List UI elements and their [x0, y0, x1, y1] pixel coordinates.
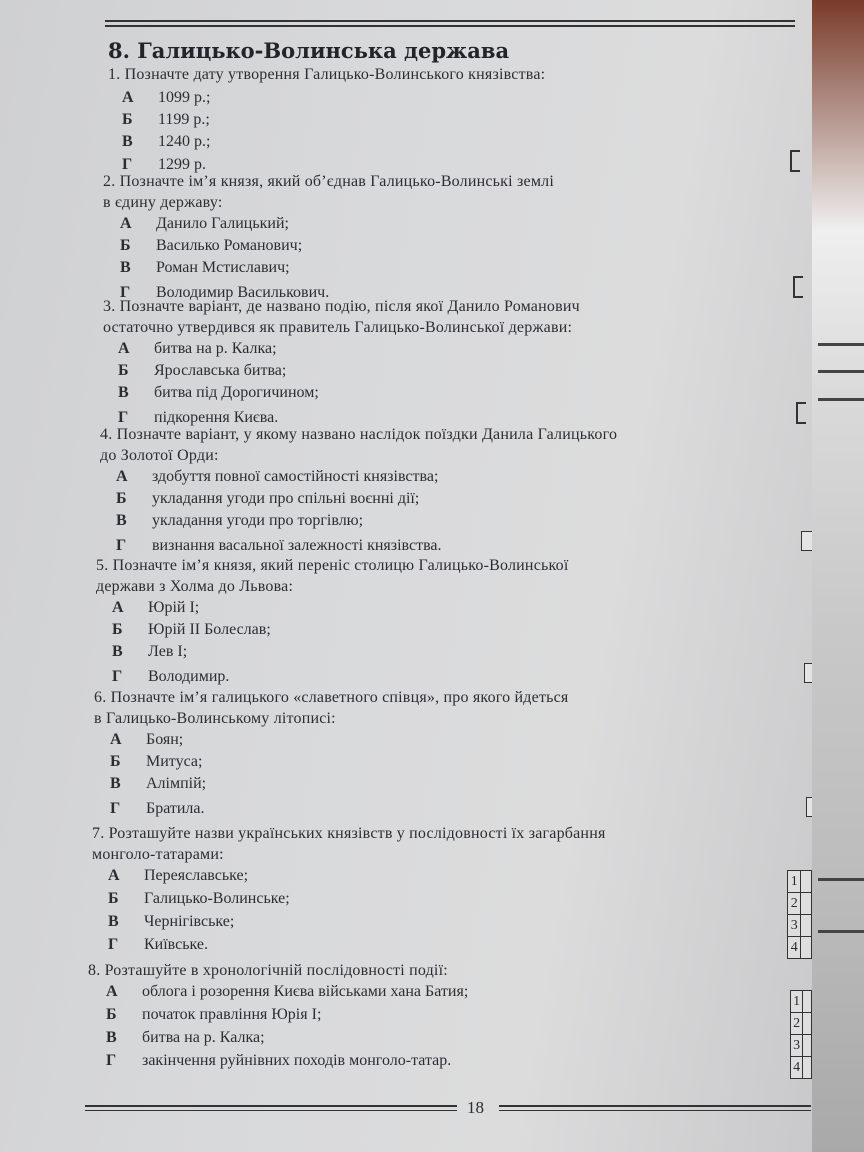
grid-number: 2 [791, 1013, 803, 1035]
question-2 [0, 171, 700, 301]
option-b[interactable]: Б початок правління Юрія І; [106, 1006, 322, 1023]
edge-stripe [818, 930, 864, 933]
edge-stripe [818, 370, 864, 373]
option-a[interactable]: А Переяславське; [108, 867, 249, 884]
question-text: 8. Розташуйте в хронологічній послідовності події: [88, 962, 448, 979]
footer-rule-right-thin [499, 1110, 811, 1111]
answer-box-5[interactable] [804, 663, 812, 683]
grid-number: 3 [788, 915, 801, 937]
grid-answer-cell[interactable] [801, 915, 812, 937]
question-7 [0, 823, 700, 957]
page-footer [85, 1100, 812, 1120]
option-c[interactable]: В битва під Дорогичином; [118, 384, 319, 401]
grid-number: 1 [788, 871, 801, 893]
edge-stripe [818, 343, 864, 346]
option-b[interactable]: Б Василько Романович; [120, 237, 303, 254]
footer-rule-left [85, 1105, 457, 1107]
grid-number: 3 [791, 1035, 803, 1057]
question-6 [0, 687, 700, 817]
option-d[interactable]: Г Братила. [110, 800, 205, 817]
option-d[interactable]: Г 1299 р. [122, 156, 206, 173]
option-d[interactable]: Г Київське. [108, 936, 209, 953]
answer-box-1[interactable] [790, 150, 800, 172]
grid-row [788, 915, 812, 937]
option-a[interactable]: А здобуття повної самостійності князівства; [116, 468, 439, 485]
question-text-cont: в Галицько-Волинському літописі: [94, 710, 336, 727]
question-text: 3. Позначте варіант, де названо подію, після якої Данило Романович [103, 298, 580, 315]
option-d[interactable]: Г Володимир Василькович. [120, 284, 330, 301]
option-c[interactable]: В укладання угоди про торгівлю; [116, 512, 364, 529]
option-a[interactable]: А Юрій І; [112, 599, 200, 616]
option-c[interactable]: В Алімпій; [110, 775, 207, 792]
option-c[interactable]: В 1240 р.; [122, 133, 211, 150]
option-b[interactable]: Б 1199 р.; [122, 111, 210, 128]
option-d[interactable]: Г підкорення Києва. [118, 409, 279, 426]
option-a[interactable]: А облога і розорення Києва військами хана Батия; [106, 983, 469, 1000]
grid-number: 4 [788, 937, 801, 959]
question-text: 7. Розташуйте назви українських князівств у послідовності їх загарбання [92, 825, 606, 842]
grid-answer-cell[interactable] [803, 1013, 812, 1035]
question-text: 1. Позначте дату утворення Галицько-Волинського князівства: [108, 66, 546, 83]
page-number: 18 [467, 1098, 484, 1117]
option-b[interactable]: Б Митуса; [110, 753, 203, 770]
grid-number: 2 [788, 893, 801, 915]
footer-rule-right [499, 1105, 811, 1107]
section-title: 8. Галицько-Волинська держава [108, 38, 510, 63]
option-a[interactable]: А 1099 р.; [122, 89, 211, 106]
question-text: 2. Позначте ім’я князя, який об’єднав Галицько-Волинські землі [103, 173, 554, 190]
question-text: 5. Позначте ім’я князя, який переніс столицю Галицько-Волинської [96, 557, 569, 574]
grid-answer-cell[interactable] [803, 991, 812, 1013]
option-d[interactable]: Г визнання васальної залежності князівства. [116, 537, 442, 554]
option-d[interactable]: Г закінчення руйнівних походів монголо-татар. [106, 1052, 452, 1069]
footer-rule-left-thin [85, 1110, 457, 1111]
question-5 [0, 555, 700, 685]
grid-row [788, 893, 812, 915]
grid-answer-cell[interactable] [803, 1057, 812, 1079]
option-c[interactable]: В Роман Мстиславич; [120, 259, 290, 276]
option-d[interactable]: Г Володимир. [112, 668, 230, 685]
grid-number: 4 [791, 1057, 803, 1079]
answer-box-4[interactable] [801, 531, 812, 551]
option-c[interactable]: В битва на р. Калка; [106, 1029, 265, 1046]
grid-row [788, 871, 812, 893]
sequence-grid-7 [787, 870, 812, 959]
option-b[interactable]: Б Галицько-Волинське; [108, 890, 290, 907]
option-a[interactable]: А Данило Галицький; [120, 215, 289, 232]
grid-row [791, 1035, 812, 1057]
question-text-cont: монголо-татарами: [92, 846, 224, 863]
answer-box-2[interactable] [793, 276, 803, 298]
question-3 [0, 296, 700, 426]
question-text-cont: держави з Холма до Львова: [96, 578, 294, 595]
question-text-cont: до Золотої Орди: [100, 447, 219, 464]
question-text: 6. Позначте ім’я галицького «славетного співця», про якого йдеться [94, 689, 569, 706]
grid-number: 1 [791, 991, 803, 1013]
grid-answer-cell[interactable] [801, 937, 812, 959]
option-c[interactable]: В Чернігівське; [108, 913, 235, 930]
edge-stripe [818, 878, 864, 881]
grid-answer-cell[interactable] [801, 893, 812, 915]
grid-row [791, 991, 812, 1013]
question-text-cont: остаточно утвердився як правитель Галицько-Волинської держави: [103, 319, 573, 336]
option-b[interactable]: Б Ярославська битва; [118, 362, 287, 379]
grid-row [791, 1057, 812, 1079]
grid-answer-cell[interactable] [801, 871, 812, 893]
background-page-edge [812, 0, 864, 1152]
question-text: 4. Позначте варіант, у якому названо наслідок поїздки Данила Галицького [100, 426, 618, 443]
option-c[interactable]: В Лев І; [112, 643, 188, 660]
question-1 [0, 64, 700, 173]
option-b[interactable]: Б Юрій ІІ Болеслав; [112, 621, 271, 638]
top-rule [105, 20, 795, 30]
grid-row [791, 1013, 812, 1035]
question-4 [0, 424, 700, 554]
sequence-grid-8 [790, 990, 812, 1079]
grid-row [788, 937, 812, 959]
option-b[interactable]: Б укладання угоди про спільні воєнні дії; [116, 490, 420, 507]
question-8 [0, 960, 700, 1073]
question-text-cont: в єдину державу: [103, 194, 223, 211]
option-a[interactable]: А битва на р. Калка; [118, 340, 277, 357]
grid-answer-cell[interactable] [803, 1035, 812, 1057]
answer-box-3[interactable] [796, 402, 806, 424]
option-a[interactable]: А Боян; [110, 731, 184, 748]
edge-stripe [818, 398, 864, 401]
